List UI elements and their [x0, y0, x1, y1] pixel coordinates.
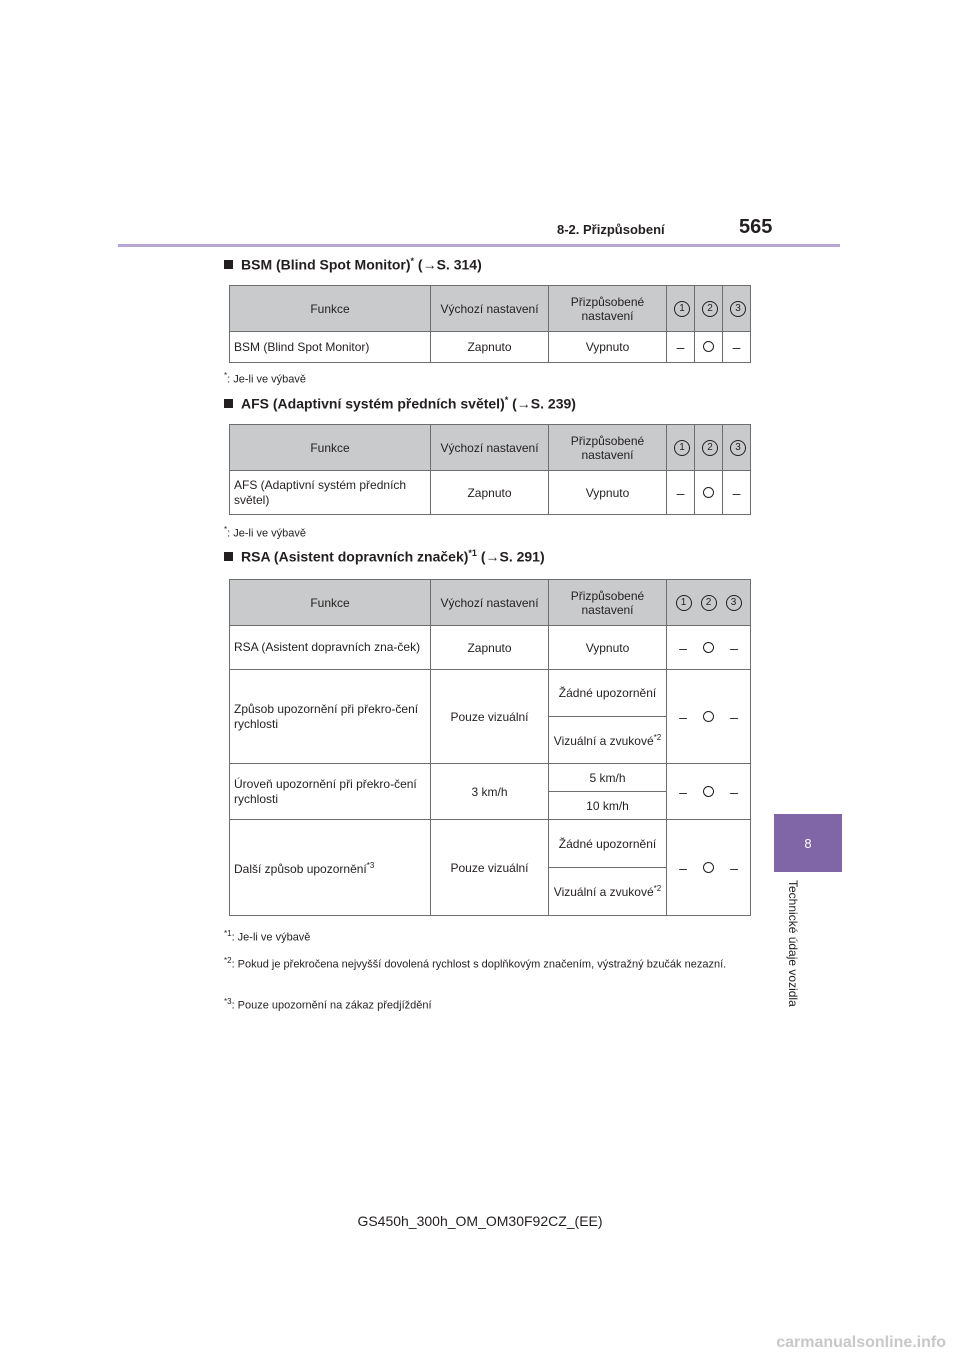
page-reference-link[interactable]: (→S. 291): [476, 548, 545, 565]
rsa-heading: RSA (Asistent dopravních značek)$^{*1}$ (→S. 291): [224, 548, 545, 565]
col-custom: Přizpůsobené nastavení: [549, 286, 667, 332]
circle-mark-icon: [703, 711, 714, 722]
document-code: GS450h_300h_OM_OM30F92CZ_(EE): [357, 1213, 603, 1229]
chapter-number: 8: [804, 835, 812, 851]
table-row: 10 km/h: [230, 792, 751, 820]
col-setting-1: 1: [667, 286, 695, 332]
watermark: carmanualsonline.info: [776, 1334, 946, 1351]
page-reference-link[interactable]: (→S. 239): [508, 395, 576, 412]
footnote: $^{*2}$: Pokud je překročena nejvyšší dovolená rychlost s doplňkovým značením, výstražný bzučák nezazní.: [224, 956, 727, 971]
bullet-square-icon: [224, 260, 233, 269]
table-row: BSM (Blind Spot Monitor) Zapnuto Vypnuto – –: [230, 332, 751, 363]
table-header-row: [230, 286, 751, 332]
section-title: 8-2. Přizpůsobení: [557, 222, 665, 237]
page-reference-link[interactable]: (→S. 314): [414, 256, 482, 273]
table-header-row: Funkce Výchozí nastavení Přizpůsobené nastavení 1 2 3: [230, 580, 751, 626]
table-row: Vizuální a zvukové$^{*2}$: [230, 717, 751, 764]
table-row: RSA (Asistent dopravních zna-ček) Zapnuto Vypnuto – –: [230, 626, 751, 670]
circle-mark-icon: [703, 862, 714, 873]
footnote: $^{*3}$: Pouze upozornění na zákaz předjíždění: [224, 997, 432, 1012]
bullet-square-icon: [224, 399, 233, 408]
circle-mark-icon: [703, 487, 714, 498]
afs-table: [229, 424, 751, 515]
footnote: $^{*1}$: Je-li ve výbavě: [224, 929, 311, 944]
footnote: *: Je-li ve výbavě: [224, 525, 306, 540]
table-row: Další způsob upozornění$^{*3}$ Pouze vizuální Žádné upozornění – –: [230, 820, 751, 868]
table-row: Vizuální a zvukové$^{*2}$: [230, 868, 751, 916]
table-row: AFS (Adaptivní systém předních světel) Zapnuto Vypnuto – –: [230, 471, 751, 515]
page-number: 565: [739, 216, 773, 238]
table-row: Způsob upozornění při překro-čení rychlosti Pouze vizuální Žádné upozornění – –: [230, 670, 751, 717]
footnote: *: Je-li ve výbavě: [224, 371, 306, 386]
col-default: Výchozí nastavení: [431, 286, 549, 332]
header-divider: [118, 244, 840, 247]
bsm-table: [229, 285, 751, 363]
bsm-heading: BSM (Blind Spot Monitor)* (→S. 314): [224, 256, 482, 273]
table-header-row: Funkce Výchozí nastavení Přizpůsobené nastavení 1 2 3: [230, 425, 751, 471]
circle-mark-icon: [703, 642, 714, 653]
table-row: Úroveň upozornění při překro-čení rychlosti 3 km/h 5 km/h – –: [230, 764, 751, 792]
col-function: Funkce: [230, 286, 431, 332]
rsa-table: [229, 579, 751, 916]
chapter-label: Technické údaje vozidla: [786, 880, 800, 1007]
bullet-square-icon: [224, 552, 233, 561]
circle-mark-icon: [703, 341, 714, 352]
afs-heading: AFS (Adaptivní systém předních světel)* (→S. 239): [224, 395, 576, 412]
chapter-tab[interactable]: [774, 814, 842, 872]
circle-mark-icon: [703, 786, 714, 797]
col-setting-2: 2: [695, 286, 723, 332]
col-setting-3: 3: [723, 286, 751, 332]
